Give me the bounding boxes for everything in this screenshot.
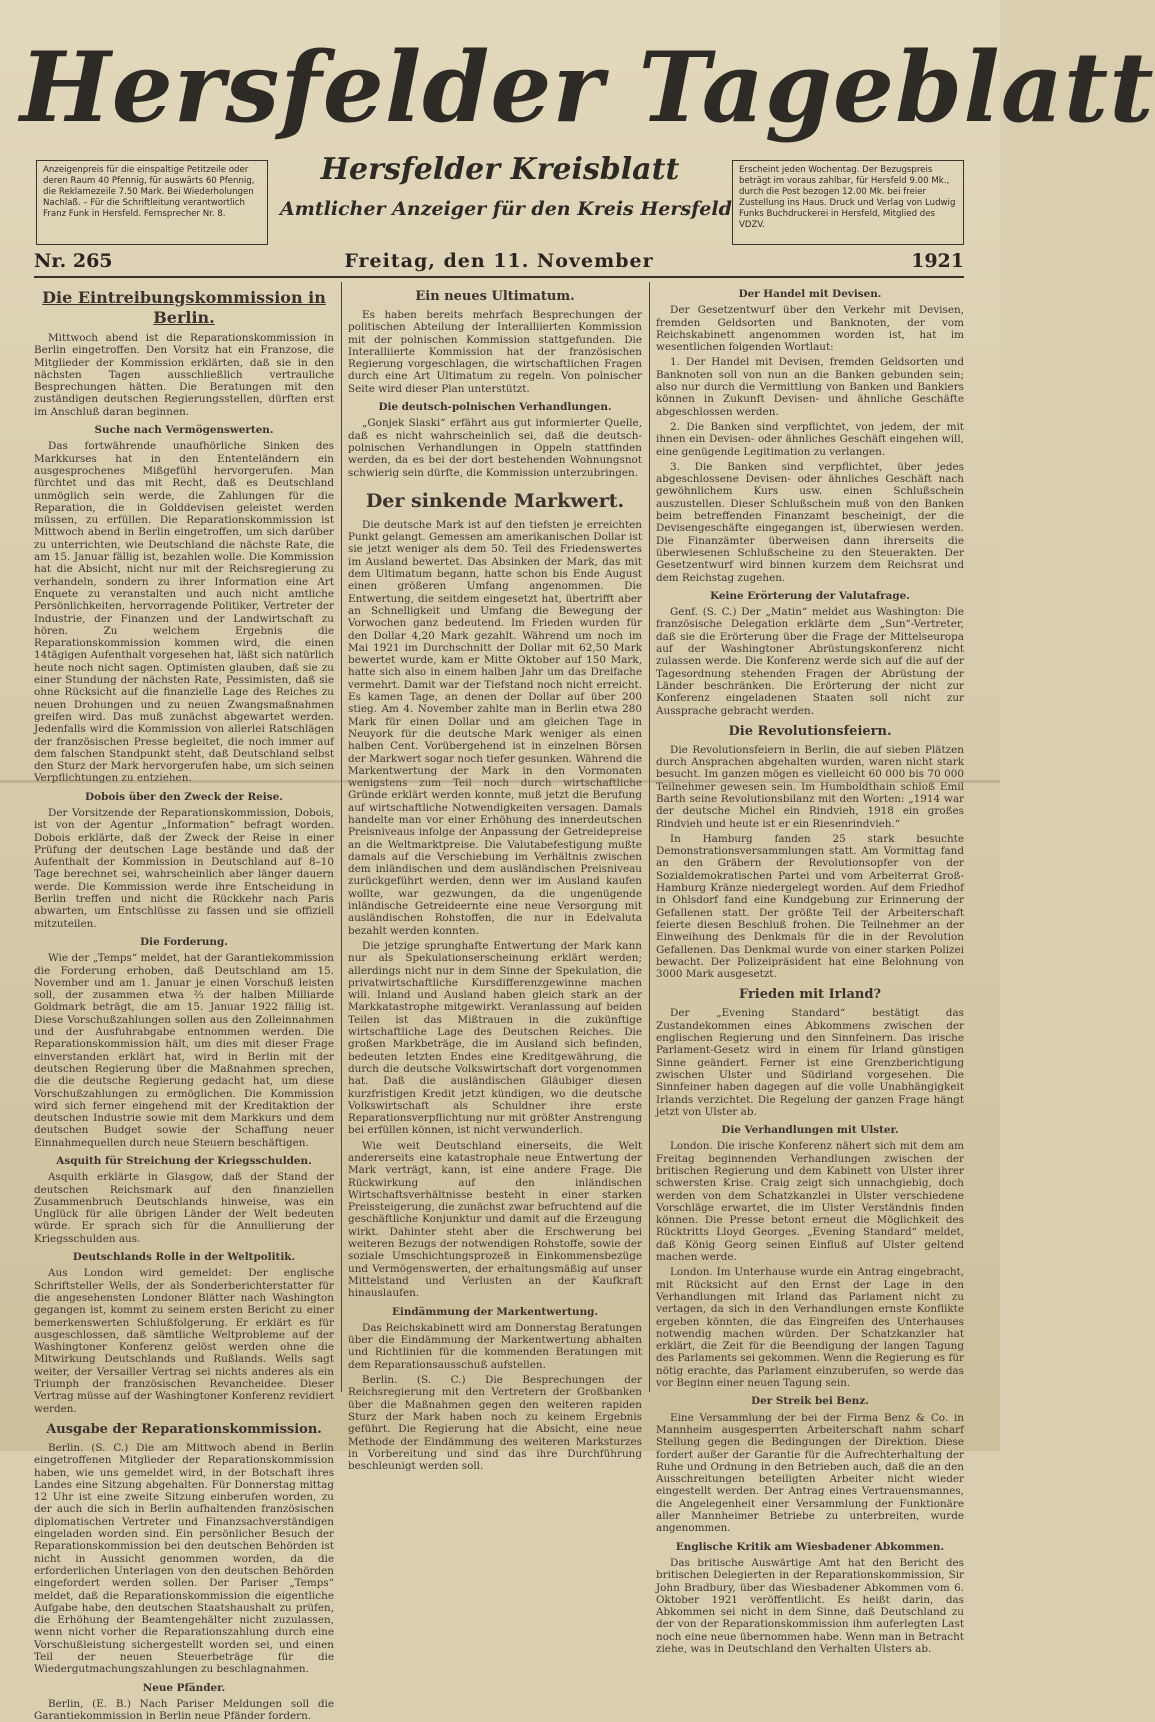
subscription-box: Erscheint jeden Wochentag. Der Bezugspreis beträgt im voraus zahlbar, für Hersfeld 9.00 Mk., durch die Post bezogen 12.00 Mk. bei freier Zustellung ins Haus. Druck und Verlag von Ludwig Funks Buchdruckerei in Hersfeld, Mitglied des VDZV. <box>732 160 964 245</box>
article-paragraph: Wie der „Temps“ meldet, hat der Garantiekommission die Forderung erhoben, daß Deutschland am 15. November und am 1. Januar je einen Vorschuß leisten soll, der zusammen etwa ⅔ der halben Milliarde Goldmark beträgt, die am 15. Januar 1922 fällig ist. Diese Vorschußzahlungen sollen aus den Zolleinnahmen und der Ausfuhrabgabe entnommen werden. Die Reparationskommission hält, um dies mit dieser Frage einverstanden erklärt hat, wird in Berlin mit der deutschen Regierung über die Maßnahmen sprechen, die die deutsche Regierung gedacht hat, um diese Vorschußzahlungen zu ermöglichen. Die Kommission wird sich ferner eingehend mit der Kreditaktion der deutschen Industrie sowie mit dem Markkurs und dem deutschen Budget sowie der Schaffung neuer Einnahmequellen durch neue Steuern beschäftigen. <box>34 952 334 1149</box>
section-heading: Keine Erörterung der Valutafrage. <box>710 589 910 602</box>
article-paragraph: Die jetzige sprunghafte Entwertung der Mark kann nur als Spekulationserscheinung erklärt werden; allerdings nicht nur in dem Sinne der Spekulation, die privatwirtschaftliche Kursdifferenzgewinne machen will. Inland und Ausland haben gleich stark an der Markkatastrophe mitgewirkt. Veranlassung auf beiden Teilen ist das Mißtrauen in die zukünftige wirtschaftliche Lage des Deutschen Reiches. Die großen Markbeträge, die im Ausland sich befinden, bedeuten letzten Endes eine Kreditgewährung, die durch die deutsche Volkswirtschaft dort vorgenommen hat. Daß die ausländischen Gläubiger diesen kurzfristigen Kredit jetzt kündigen, wo die deutsche Volkswirtschaft als Schuldner ihre erste Reparationsverpflichtung nur mit größter Anstrengung bei erfüllen können, ist nicht verwunderlich. <box>348 939 642 1137</box>
section-heading: Die Verhandlungen mit Ulster. <box>721 1124 899 1137</box>
official-gazette-line: Amtlicher Anzeiger für den Kreis Hersfeld <box>280 198 732 220</box>
column-1 <box>34 282 334 1722</box>
dateline <box>34 246 964 278</box>
article-paragraph: Das fortwährende unaufhörliche Sinken des Markkurses hat in den Ententeländern ein ausgesprochenes Mißgefühl hervorgerufen. Man fürchtet und das mit Recht, daß es Deutschland unmöglich sein werde, die Zahlungen für die Reparation, die in Golddevisen geleistet werden müssen, zu erfüllen. Die Reparationskommission ist Mittwoch abend in Berlin eingetroffen, um sich darüber zu unterrichten, wie Deutschland die nächste Rate, die am 15. Januar fällig ist, bezahlen wolle. Die Kommission hat die Absicht, nicht nur mit der Reichsregierung zu verhandeln, sondern zu ihrer Information eine Art Enquete zu veranstalten und auch nicht amtliche Persönlichkeiten, hervorragende Politiker, Vertreter der Industrie, der Finanzen und der Landwirtschaft zu hören. Zu welchem Ergebnis die Reparationskommission kommen wird, die einen 14tägigen Aufenthalt vorgesehen hat, läßt sich natürlich heute noch nicht sagen. Optimisten glauben, daß sie zu einer Stundung der nächsten Rate, Pessimisten, daß sie ohne Rücksicht auf die finanzielle Lage des Reiches zu neuen Drohungen und zu neuen Zwangsmaßnahmen greifen wird. Das muß zunächst abgewartet werden. Jedenfalls wird die Kommission von allerlei Ratschlägen der französischen Presse begleitet, die noch immer auf dem falschen Standpunkt steht, daß Deutschland selbst den Sturz der Mark hervorgerufen habe, um sich seinen Verpflichtungen zu entziehen. <box>34 440 334 785</box>
article-paragraph: Der Gesetzentwurf über den Verkehr mit Devisen, fremden Geldsorten und Banknoten, der vom Reichskabinett angenommen worden ist, hat im wesentlichen folgenden Wortlaut: <box>656 304 964 354</box>
article-paragraph: 1. Der Handel mit Devisen, fremden Geldsorten und Banknoten soll von nun an die Banken gebunden sein; also nur durch die Vermittlung von Banken und Bankiers können in Zukunft Devisen- und ähnliche Geschäfte abgeschlossen werden. <box>656 356 964 418</box>
article-headline: Die Revolutionsfeiern. <box>728 723 892 739</box>
article-paragraph: Aus London wird gemeldet: Der englische Schriftsteller Wells, der als Sonderberichterstatter für die angesehensten Londoner Blätter nach Washington gegangen ist, kommt zu seinem ersten Bericht zu einer bemerkenswerten Schlußfolgerung. Er erklärt es für ausgeschlossen, daß sämtliche Weltprobleme auf der Washingtoner Konferenz gelöst werden ohne die Mitwirkung Deutschlands und Rußlands. Wells sagt weiter, der Versailler Vertrag sei nichts anderes als ein Triumph der französischen Revancheidee. Dieser Vertrag müsse auf der Washingtoner Konferenz revidiert werden. <box>34 1267 334 1415</box>
section-heading: Asquith für Streichung der Kriegsschulden. <box>56 1155 312 1167</box>
article-paragraph: Wie weit Deutschland einerseits, die Welt andererseits eine katastrophale neue Entwertung der Mark verträgt, kann, ist eine andere Frage. Die Rückwirkung auf den inländischen Wirtschaftsverhältnisse besteht in einer starken Preissteigerung, die zunächst zwar befruchtend auf die geschäftliche Konjunktur und damit auf die Erzeugung wirkt. Dahinter steht aber die Erschwerung bei weiteren Bezugs der notwendigen Rohstoffe, sowie der soziale Umschichtungsprozeß in Einkommensbezüge und Vermögenswerten, der erhaltungsmäßig auf unser Mittelstand und Verlusten an der Kaufkraft hinauslaufen. <box>348 1139 642 1300</box>
article-headline: Ausgabe der Reparationskommission. <box>46 1421 322 1437</box>
column-2 <box>348 282 642 1473</box>
section-heading: Eindämmung der Markentwertung. <box>391 1305 599 1318</box>
article-paragraph: 2. Die Banken sind verpflichtet, von jedem, der mit ihnen ein Devisen- oder ähnliches Geschäft eingehen will, eine genügende Legitimation zu verlangen. <box>656 420 964 458</box>
article-paragraph: Die deutsche Mark ist auf den tiefsten je erreichten Punkt gelangt. Gemessen am amerikanischen Dollar ist sie jetzt weniger als dem 50. Teil des Friedenswertes im Ausland bewertet. Das Absinken der Mark, das mit dem Ultimatum begann, hatte schon bis Ende August einen größeren Umfang angenommen. Die Entwertung, die seitdem eingesetzt hat, übertrifft aber an Schnelligkeit und Umfang die Bewegung der Vorwochen ganz bedeutend. Im Frieden wurden für den Dollar 4,20 Mark gezahlt. Während um noch im Mai 1921 im Durchschnitt der Dollar mit 62,50 Mark bewertet wurde, kam er Mitte Oktober auf 150 Mark, hatte sich also in einem halben Jahr um das Dreifache vermehrt. Damit war der Tiefstand noch nicht erreicht. Es kamen Tage, an denen der Dollar auf über 200 stieg. Am 4. November zahlte man in Berlin etwa 280 Mark für einen Dollar und am gleichen Tage in Neuyork für die deutsche Mark weniger als einen halben Cent. Vorübergehend ist in einzelnen Börsen der Markwert sogar noch tiefer gesunken. Während die Markentwertung der Mark in den Vormonaten wenigstens zum Teil noch durch wirtschaftliche Gründe erklärt werden konnte, muß jetzt die Berufung auf wirtschaftliche Notwendigkeiten versagen. Damals handelte man vor einer Erhöhung des innerdeutschen Preisniveaus infolge der Anpassung der Getreidepreise an die Weltmarktpreise. Die Valutabefestigung mußte damals auf die Verschiebung im Verhältnis zwischen dem inländischen und dem ausländischen Preisniveau zurückgeführt werden, denn wer im Ausland kaufen wollte, war gezwungen, da die ungenügende inländische Getreideernte eine neue Versorgung mit ausländischen Rohstoffen, die nur in Edelvaluta bezahlt werden konnten. <box>348 518 642 937</box>
article-paragraph: Berlin, (E. B.) Nach Pariser Meldungen soll die Garantiekommission in Berlin neue Pfänder fordern. <box>34 1697 334 1722</box>
section-heading: Die Forderung. <box>140 935 228 948</box>
section-heading: Suche nach Vermögenswerten. <box>94 424 274 437</box>
section-heading: Der Handel mit Devisen. <box>738 288 882 300</box>
article-paragraph: Die Revolutionsfeiern in Berlin, die auf sieben Plätzen durch Ansprachen abgehalten wurden, waren nicht stark besucht. Im ganzen mögen es vielleicht 60 000 bis 70 000 Teilnehmer gewesen sein. Im Humboldthain schloß Emil Barth seine Revolutionsbilanz mit den Worten: „1914 war der deutsche Michel ein Rindvieh, 1918 ein großes Rindvieh und heute ist er ein Riesenrindvieh.“ <box>656 743 964 830</box>
article-paragraph: Das Reichskabinett wird am Donnerstag Beratungen über die Eindämmung der Markentwertung abhalten und Richtlinien für die kommenden Beratungen mit dem Reparationsausschuß aufstellen. <box>348 1321 642 1371</box>
paper-fold-crease <box>0 780 1000 783</box>
article-paragraph: 3. Die Banken sind verpflichtet, über jedes abgeschlossene Devisen- oder ähnliches Geschäft nach gewöhnlichem Kurs usw. einen Schlußschein auszustellen. Dieser Schlußschein muß von den Banken beim betreffenden Finanzamt bescheinigt, der die Devisengeschäfte eingegangen ist, überwiesen werden. Die Finanzämter überweisen dann ihrerseits die überwiesenen Schlußscheine zu den Steuerakten. Der Gesetzentwurf wird binnen kurzem dem Reichsrat und dem Reichstag zugehen. <box>656 460 964 584</box>
column-3 <box>656 282 964 1655</box>
subtitle: Hersfelder Kreisblatt <box>320 152 680 187</box>
ad-price-box: Anzeigenpreis für die einspaltige Petitzeile oder deren Raum 40 Pfennig, für auswärts 60 Pfennig, die Reklamezeile 7.50 Mark. Bei Wiederholungen Nachlaß. – Für die Schriftleitung verantwortlich Franz Funk in Hersfeld. Fernsprecher Nr. 8. <box>36 160 268 245</box>
article-headline: Frieden mit Irland? <box>738 987 882 1003</box>
article-paragraph: Genf. (S. C.) Der „Matin“ meldet aus Washington: Die französische Delegation erklärte dem „Sun“-Vertreter, daß sie die Erörterung über die Frage der Mittelseuropa auf der Washingtoner Abrüstungskonferenz nicht zulassen werde. Die Konferenz werde sich auf die auf der Tagesordnung stehenden Fragen der Abrüstung der Länder beschränken. Die Erörterung der nicht zur Konferenz eingeladenen Staaten soll nicht zur Aussprache gebracht werden. <box>656 606 964 717</box>
article-paragraph: Mittwoch abend ist die Reparationskommission in Berlin eingetroffen. Den Vorsitz hat ein Franzose, die Mitglieder der Kommission erklärten, daß sie in den nächsten Tagen ausschließlich vertrauliche Besprechungen hätten. Die Beratungen mit den zuständigen deutschen Regierungsstellen, dürften erst im Anschluß daran beginnen. <box>34 332 334 418</box>
article-headline: Die Eintreibungskommission in Berlin. <box>42 288 326 327</box>
article-paragraph: In Hamburg fanden 25 stark besuchte Demonstrationsversammlungen statt. Am Vormittag fand an den Gräbern der Revolutionsopfer von der Sozialdemokratischen Partei und vom Arbeiterrat Groß-Hamburg Kränze niedergelegt worden. Auf dem Friedhof in Ohlsdorf fand eine Kundgebung zur Erinnerung der Gefallenen statt. Der größte Teil der Arbeiterschaft feierte diesen Beschluß frohen. Die Teilnehmer an der Einweihung des Denkmals für die in der Revolution Gefallenen. Das Denkmal wurde von einer starken Polizei bewacht. Der Polizeipräsident hat eine Belohnung von 3000 Mark ausgesetzt. <box>656 832 964 981</box>
section-heading: Dobois über den Zweck der Reise. <box>85 790 283 803</box>
section-heading: Die deutsch-polnischen Verhandlungen. <box>378 401 612 414</box>
column-rule <box>341 282 342 1392</box>
section-heading: Der Streik bei Benz. <box>751 1395 869 1408</box>
issue-year: 1921 <box>911 250 964 272</box>
article-paragraph: London. Die irische Konferenz nähert sich mit dem am Freitag beginnenden Verhandlungen zwischen der britischen Regierung und dem Kabinett von Ulster ihrer schwersten Krise. Craig zeigt sich unnachgiebig, doch werden von dem Schatzkanzlei in Ulster verschiedene Vorschläge erwartet, die im Ulster Verständnis finden können. Die Presse betont erneut die Möglichkeit des Rücktritts Lloyd Georges. „Evening Standard“ meldet, daß König Georg seinen Einfluß auf Ulster geltend machen werde. <box>656 1140 964 1264</box>
masthead-title: Hersfelder Tageblatt <box>20 31 1155 144</box>
article-paragraph: Das britische Auswärtige Amt hat den Bericht des britischen Delegierten in der Reparationskommission, Sir John Bradbury, über das Wiesbadener Abkommen vom 6. Oktober 1921 veröffentlicht. Es heißt darin, das Abkommen sei nicht in dem Sinne, daß Deutschland zu der von der Reparationskommission ihm auferlegten Last noch eine neue übernommen habe. Wenn man in Betracht ziehe, was in Deutschland den Verhalten Ulsters ab. <box>656 1556 964 1655</box>
section-heading: Englische Kritik am Wiesbadener Abkommen. <box>675 1540 945 1553</box>
article-headline: Der sinkende Markwert. <box>365 489 625 512</box>
article-paragraph: Eine Versammlung der bei der Firma Benz & Co. in Mannheim ausgesperrten Arbeiterschaft nahm scharf Stellung gegen die Bedingungen der Direktion. Diese fordert außer der Garantie für die Aufrechterhaltung der Ruhe und Ordnung in den Betrieben auch, daß die an den Ausschreitungen beteiligten Arbeiter nicht wieder eingestellt werden. Der Antrag eines Vertrauensmannes, die Angelegenheit einer Versammlung der Funktionäre aller Mannheimer Betriebe zu unterbreiten, wurde angenommen. <box>656 1411 964 1535</box>
article-paragraph: Der „Evening Standard“ bestätigt das Zustandekommen eines Abkommens zwischen der englischen Regierung und den Sinnfeinern. Das irische Parlament-Gesetz wird in einem für Irland günstigen Sinne geändert. Ferner ist eine Grenzberichtigung zwischen Ulster und Südirland vorgesehen. Die Sinnfeiner haben dagegen auf die volle Unabhängigkeit Irlands verzichtet. Die Regelung der ganzen Frage hängt jetzt von Ulster ab. <box>656 1007 964 1118</box>
article-paragraph: Berlin. (S. C.) Die Besprechungen der Reichsregierung mit den Vertretern der Großbanken über die Maßnahmen gegen den weiteren rapiden Sturz der Mark haben noch zu keinem Ergebnis geführt. Die Regierung hat die Absicht, eine neue Methode der Eindämmung des weiteren Marksturzes in Vorbereitung und sind das ihre Durchführung beschleunigt werden soll. <box>348 1374 642 1473</box>
section-heading: Neue Pfänder. <box>142 1681 226 1694</box>
issue-date: Freitag, den 11. November <box>344 250 654 272</box>
issue-number: Nr. 265 <box>34 250 113 272</box>
article-headline: Ein neues Ultimatum. <box>415 289 575 304</box>
article-paragraph: Es haben bereits mehrfach Besprechungen der politischen Abteilung der Interalliierten Kommission mit der polnischen Kommission stattgefunden. Die Interalliierte Kommission hat der französischen Regierung vorgeschlagen, die wirtschaftlichen Fragen durch eine Art Ultimatum zu regeln. Von polnischer Seite wird dieser Plan unterstützt. <box>348 309 642 395</box>
article-paragraph: London. Im Unterhause wurde ein Antrag eingebracht, mit Rücksicht auf den Ernst der Lage in den Verhandlungen mit Irland das Parlament nicht zu vertagen, da sich in den Verhandlungen ernste Konflikte ergeben könnten, die das Eingreifen des Unterhauses notwendig machen würden. Der Schatzkanzler hat erklärt, die Zeit für die Beendigung der langen Tagung des Parlaments sei gekommen. Wenn die Regierung es für nötig erachte, das Parlament einzuberufen, so werde das vor Beginn einer neuen Tagung sein. <box>656 1266 964 1390</box>
article-paragraph: „Gonjek Slaski“ erfährt aus gut informierter Quelle, daß es nicht wahrscheinlich sei, daß die deutsch-polnischen Verhandlungen in Oppeln stattfinden werden, da es bei der dort bestehenden Wohnungsnot schwierig sein dürfte, die Kommission unterzubringen. <box>348 417 642 479</box>
column-rule <box>649 282 650 1392</box>
article-paragraph: Berlin. (S. C.) Die am Mittwoch abend in Berlin eingetroffenen Mitglieder der Reparationskommission haben, wie uns gemeldet wird, in der Botschaft ihres Landes eine Sitzung abgehalten. Für Donnerstag mittag 12 Uhr ist eine zweite Sitzung einberufen worden, zu der auch die sich in Berlin aufhaltenden französischen diplomatischen Vertreter und Finanzsachverständigen eingeladen worden sind. Ein persönlicher Besuch der Reparationskommission bei den deutschen Behörden ist nicht in Aussicht genommen worden, da die erforderlichen Unterlagen von den deutschen Behörden eingefordert werden sollen. Der Pariser „Temps“ meldet, daß die Reparationskommission die eigentliche Aufgabe habe, den deutschen Staatshaushalt zu prüfen, die Erhöhung der Beamtengehälter nicht zuzulassen, wenn nicht vorher die Reparationszahlung durch eine Vorschußleistung sichergestellt worden sei, und einen Teil der neuen Steuerbeträge für die Wiedergutmachungszahlungen zu beschlagnahmen. <box>34 1441 334 1676</box>
section-heading: Deutschlands Rolle in der Weltpolitik. <box>72 1251 296 1264</box>
article-paragraph: Der Vorsitzende der Reparationskommission, Dobois, ist von der Agentur „Information“ befragt worden. Dobois erklärte, daß der Zweck der Reise in einer Prüfung der deutschen Lage bestände und daß der Aufenthalt der Kommission in Deutschland auf 8–10 Tage berechnet sei, wahrscheinlich aber länger dauern werde. Die Kommission werde ihre Entscheidung in Berlin treffen und nicht die Rückkehr nach Paris abwarten, um Entschlüsse zu fassen und sie offiziell mitzuteilen. <box>34 806 334 930</box>
article-paragraph: Asquith erklärte in Glasgow, daß der Stand der deutschen Reichsmark auf den finanziellen Zusammenbruch Deutschlands hinweise, was ein Unglück für alle übrigen Länder der Welt bedeuten würde. Er sprach sich für die Annullierung der Kriegsschulden aus. <box>34 1171 334 1245</box>
